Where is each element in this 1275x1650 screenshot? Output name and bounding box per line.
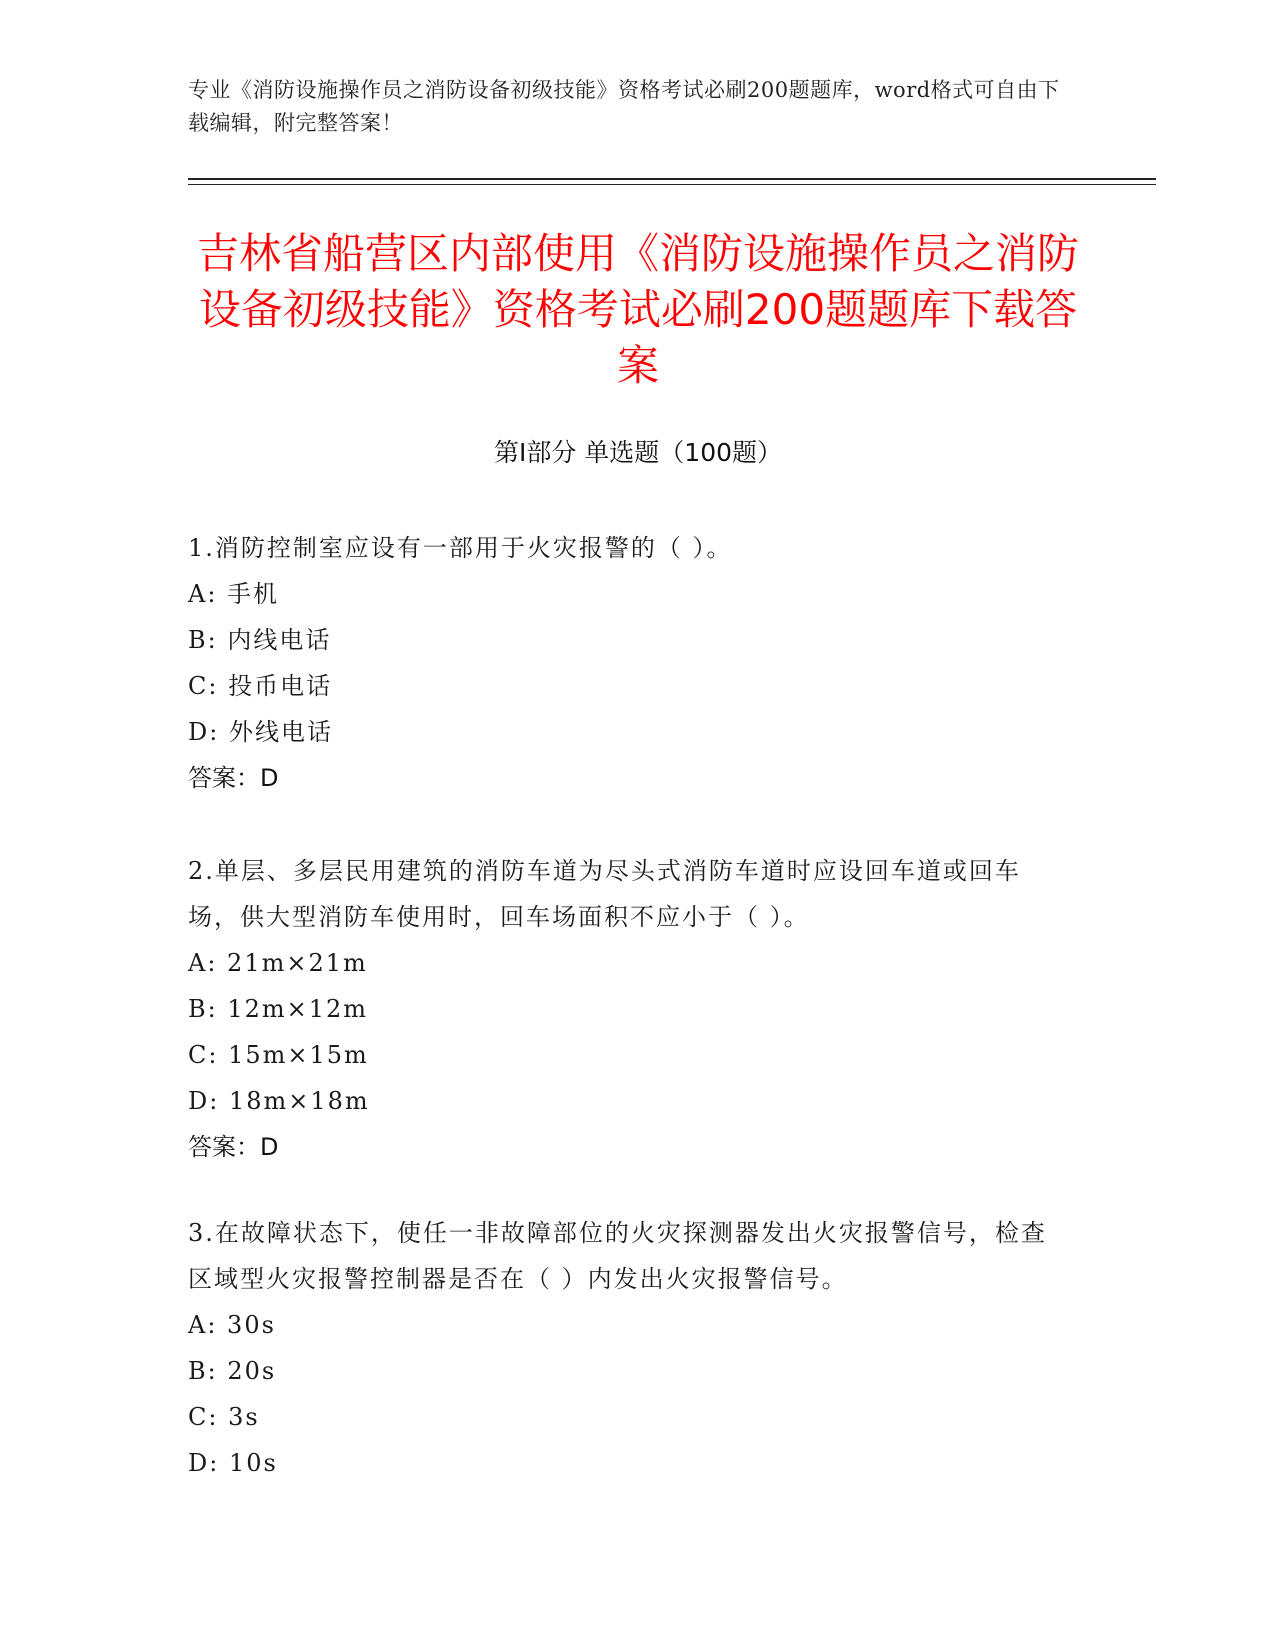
option-d: D: 10s <box>188 1449 278 1477</box>
option-a: A: 手机 <box>188 580 280 608</box>
option-d: D: 18m×18m <box>188 1087 370 1115</box>
header-note: 专业《消防设施操作员之消防设备初级技能》资格考试必刷200题题库，word格式可自由下载编辑，附完整答案！ <box>188 78 1060 135</box>
question-1 <box>188 525 1068 801</box>
option-d: D: 外线电话 <box>188 718 333 746</box>
question-2 <box>188 848 1068 1170</box>
header-rule-thin <box>188 184 1156 185</box>
question-stem: 1.消防控制室应设有一部用于火灾报警的（ ）。 <box>188 534 733 562</box>
answer: 答案：D <box>188 764 279 792</box>
answer: 答案：D <box>188 1133 279 1161</box>
option-c: C: 投币电话 <box>188 672 333 700</box>
section-heading: 第Ⅰ部分 单选题（100题） <box>493 438 783 467</box>
option-b: B: 内线电话 <box>188 626 332 654</box>
question-3 <box>188 1210 1068 1486</box>
question-stem: 3.在故障状态下，使任一非故障部位的火灾探测器发出火灾报警信号，检查区域型火灾报警控制器是否在（ ）内发出火灾报警信号。 <box>188 1219 1047 1293</box>
option-a: A: 30s <box>188 1311 276 1339</box>
option-a: A: 21m×21m <box>188 949 368 977</box>
question-stem: 2.单层、多层民用建筑的消防车道为尽头式消防车道时应设回车道或回车场，供大型消防车使用时，回车场面积不应小于（ ）。 <box>188 857 1021 931</box>
option-b: B: 12m×12m <box>188 995 369 1023</box>
header-rule-thick <box>188 178 1156 180</box>
document-title: 吉林省船营区内部使用《消防设施操作员之消防设备初级技能》资格考试必刷200题题库下载答案 <box>196 229 1079 390</box>
option-b: B: 20s <box>188 1357 277 1385</box>
option-c: C: 3s <box>188 1403 260 1431</box>
option-c: C: 15m×15m <box>188 1041 369 1069</box>
